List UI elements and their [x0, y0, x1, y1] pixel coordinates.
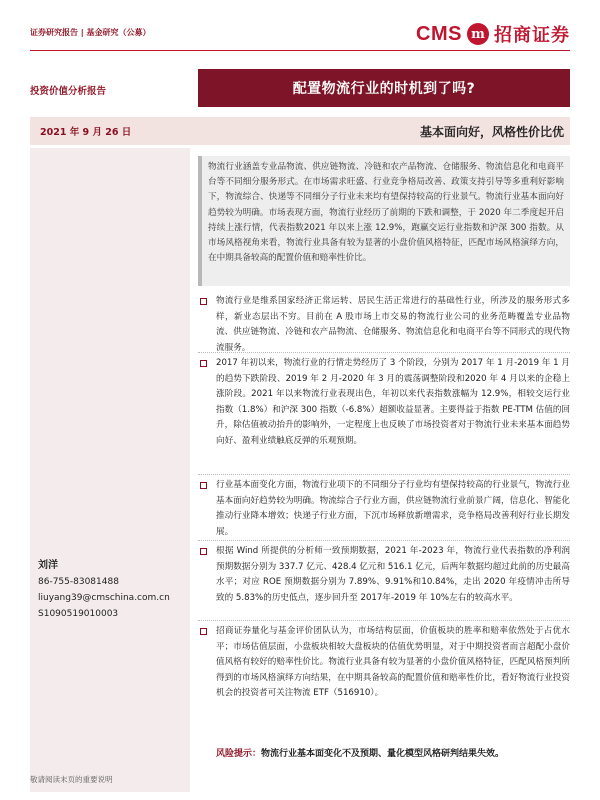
analyst-info	[38, 558, 170, 622]
subtitle: 基本面向好，风格性价比优	[419, 125, 564, 139]
risk-warning	[216, 746, 504, 759]
list-item-text: 2017 年初以来，物流行业的行情走势经历了 3 个阶段，分别为 2017 年 1 月-2019 年 1 月的趋势下跌阶段、2019 年 2 月-2020 年 3 月的震荡调整阶段和2020 年 4 月以来的企稳上涨阶段。2021 年以来物流行业表现出色，年初以来代表指数涨幅为 12.9%，相较交运行业指数（1.8%）和沪深 300 指数（-6.8%）超额收益显著。主要得益于指数 PE-TTM 估值的回升，除估值被动抬升的影响外，一定程度上也反映了市场投资者对于物流行业未来基本面趋势向好、盈利业绩触底反弹的乐观预期。	[216, 358, 571, 446]
bullet-square-icon	[200, 482, 207, 489]
risk-text: 物流行业基本面变化不及预期、量化模型风格研判结果失效。	[261, 749, 505, 759]
header-divider	[30, 50, 570, 51]
list-item-text: 行业基本面变化方面，物流行业项下的不同细分子行业均有望保持较高的行业景气，物流行业基本面向好趋势较为明确。物流综合子行业方面，供应链物流行业前景广阔，信息化、智能化推动行业降本增效；快递子行业方面，下沉市场释放新增需求，竞争格局改善利好行业长期发展。	[216, 480, 570, 537]
sidebar	[30, 148, 190, 792]
report-type: 投资价值分析报告	[30, 86, 107, 97]
list-item	[198, 294, 570, 356]
divider	[198, 474, 570, 475]
date-row	[30, 117, 570, 145]
summary-box: 物流行业涵盖专业品物流、供应链物流、冷链和农产品物流、仓储服务、物流信息化和电商平台等不同细分服务形式。在市场需求旺盛、行业竞争格局改善、政策支持引导等多重利好影响下，物流综合、快递等不同细分子行业未来均有望保持较高的行业景气。物流行业基本面向好趋势较为明确。市场表现方面，物流行业经历了前期的下跌和调整，于 2020 年二季度起开启持续上涨行情，代表指数2021 年以来上涨 12.9%，跑赢交运行业指数和沪深 300 指数。从市场风格视角来看，物流行业具备有较为显著的小盘价值风格特征，匹配市场风格演绎方向，在中期具备较高的配置价值和赔率性价比。	[198, 156, 570, 286]
company-logo	[416, 21, 570, 47]
analyst-email[interactable]: liuyang39@cmschina.com.cn	[38, 593, 170, 603]
list-item-text: 招商证券量化与基金评价团队认为，市场结构层面，价值板块的胜率和赔率依然处于占优水平；市场估值层面，小盘板块相较大盘板块的估值优势明显，对于中期投资者而言超配小盘价值风格有较好的赔率性价比。物流行业具备有较为显著的小盘价值风格特征，匹配风格预判所得到的市场风格演绎方向结果，在中期具备较高的配置价值和赔率性价比，看好物流行业投资机会的投资者可关注物流 ETF（516910）。	[216, 626, 570, 699]
bullet-square-icon	[200, 298, 207, 305]
list-item-text: 物流行业是维系国家经济正常运转、居民生活正常进行的基础性行业，所涉及的服务形式多样，新业态层出不穷。目前在 A 股市场上市交易的物流行业公司的业务范畴覆盖专业品物流、供应链物流、冷链和农产品物流、仓储服务、物流信息化和电商平台等不同形式的现代物流服务。	[216, 296, 570, 353]
list-item	[198, 624, 570, 720]
risk-label: 风险提示：	[216, 749, 262, 759]
divider	[198, 352, 570, 353]
title-bar	[198, 69, 570, 107]
footnote: 敬请阅读末页的重要说明	[30, 775, 113, 784]
bullet-square-icon	[200, 360, 207, 367]
bullet-list	[198, 294, 570, 720]
divider	[198, 620, 570, 621]
logo-latin: CMS	[416, 22, 462, 45]
list-item-text: 根据 Wind 所提供的分析师一致预期数据，2021 年-2023 年，物流行业代表指数的净利润预期数据分别为 337.7 亿元、428.4 亿元和 516.1 亿元，后两年数据均超过此前的历史最高水平；对应 ROE 预期数据分别为 7.89%、9.91%和10.84%，走出 2020 年疫情冲击所导致的 5.83%的历史低点，逐步回升至 2017年-2019 年 10%左右的较高水平。	[216, 546, 570, 603]
report-category: 证券研究报告 | 基金研究（公募）	[30, 28, 151, 37]
report-date: 2021 年 9 月 26 日	[40, 127, 132, 138]
logo-mark-icon: m	[467, 23, 489, 45]
bullet-square-icon	[200, 628, 207, 635]
list-item	[198, 544, 570, 624]
list-item	[198, 356, 570, 478]
analyst-name: 刘洋	[38, 560, 58, 571]
analyst-phone: 86-755-83081488	[38, 577, 119, 587]
logo-chinese: 招商证券	[494, 25, 570, 46]
list-item	[198, 478, 570, 544]
divider	[198, 540, 570, 541]
page-title: 配置物流行业的时机到了吗?	[292, 81, 476, 97]
bullet-square-icon	[200, 548, 207, 555]
analyst-license: S1090519010003	[38, 609, 119, 619]
